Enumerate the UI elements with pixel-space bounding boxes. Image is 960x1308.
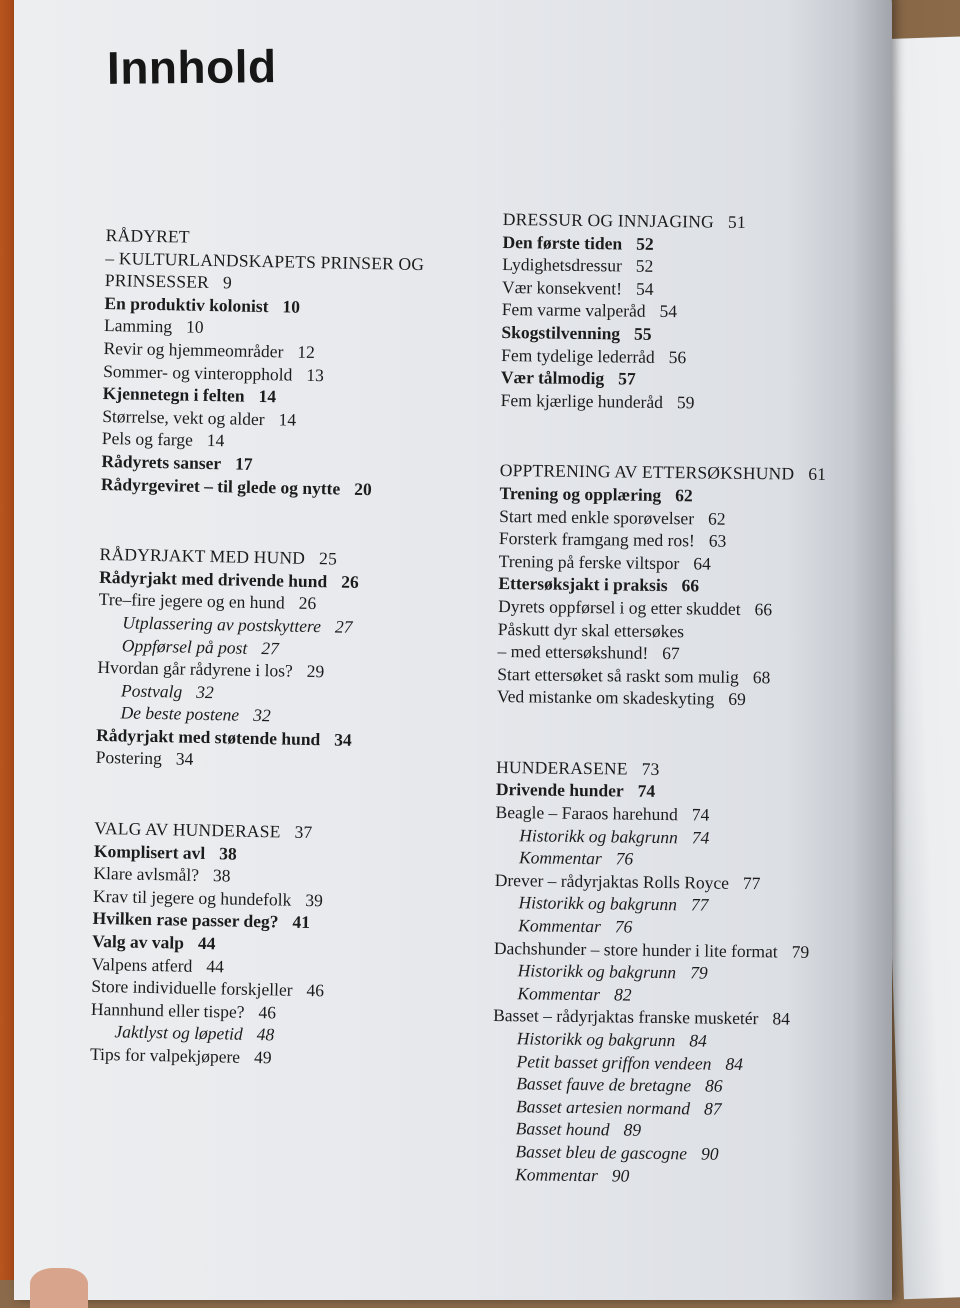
- toc-entry-title: Beagle – Faraos harehund: [495, 802, 678, 825]
- toc-entry-title: Vær tålmodig: [500, 367, 605, 389]
- toc-entry-title: Størrelse, vekt og alder: [102, 405, 265, 429]
- toc-entry-title: Lamming: [103, 315, 173, 337]
- thumb: [30, 1268, 88, 1308]
- toc-page-number: 52: [636, 233, 654, 254]
- toc-entry-title: Drever – rådyrjaktas Rolls Royce: [494, 869, 730, 893]
- toc-page-number: 38: [219, 842, 237, 864]
- toc-entry-title: Vær konsekvent!: [501, 276, 623, 299]
- toc-page-number: 74: [637, 781, 656, 802]
- toc-entry-title: Valg av valp: [92, 930, 185, 953]
- toc-page-number: 37: [294, 821, 313, 843]
- toc-entry-title: Forsterk framgang med ros!: [498, 528, 695, 551]
- toc-page-number: 67: [662, 643, 680, 664]
- toc-page-number: 76: [615, 848, 634, 869]
- toc-entry-title: Dachshunder – store hunder i lite format: [493, 937, 778, 962]
- toc-page-number: 27: [334, 616, 353, 637]
- toc-page-number: 84: [689, 1030, 707, 1051]
- toc-page-number: 79: [791, 941, 810, 962]
- toc-page-number: 39: [305, 889, 324, 911]
- toc-page-number: 34: [334, 729, 352, 750]
- toc-entry-title: DRESSUR OG INNJAGING: [502, 208, 715, 232]
- toc-section: [90, 817, 455, 1072]
- toc-entry-title: Historikk og bakgrunn: [519, 824, 678, 847]
- toc-page-number: 46: [258, 1001, 277, 1023]
- toc-entry-title: Den første tiden: [502, 231, 623, 254]
- toc-page-number: 17: [234, 453, 253, 474]
- toc-entry-title: Pels og farge: [101, 428, 194, 451]
- toc-entry-title: Klare avlsmål?: [93, 863, 200, 886]
- toc-entry-title: Postvalg: [120, 680, 183, 702]
- toc-entry-title: Fem kjærlige hunderåd: [500, 389, 664, 412]
- toc-entry-title: Drivende hunder: [495, 779, 624, 801]
- toc-page-number: 77: [742, 872, 761, 894]
- toc-entry-title: RÅDYRJAKT MED HUND: [99, 544, 306, 569]
- toc-section: [497, 459, 880, 712]
- toc-entry-title: Valpens atferd: [91, 953, 193, 976]
- toc-entry-title: Kommentar: [518, 915, 601, 937]
- toc-entry-title: Dyrets oppførsel i og etter skuddet: [498, 595, 741, 619]
- toc-page-number: 46: [306, 980, 325, 1001]
- toc-page-number: 44: [197, 932, 216, 954]
- toc-page-number: 66: [681, 575, 700, 596]
- toc-page-number: 59: [676, 391, 695, 413]
- toc-entry-title: Rådyrjakt med støtende hund: [96, 724, 321, 750]
- toc-page-number: 13: [306, 364, 325, 385]
- toc-entry-title: Ved mistanke om skadeskyting: [496, 686, 715, 709]
- toc-entry-title: PRINSESSER: [104, 270, 210, 293]
- toc-entry-title: Basset – rådyrjaktas franske musketér: [493, 1005, 759, 1029]
- toc-entry-title: En produktiv kolonist: [104, 292, 269, 316]
- toc-page-number: 89: [623, 1119, 642, 1141]
- toc-page-number: 27: [261, 637, 280, 658]
- toc-entry-title: Sommer- og vinteropphold: [102, 360, 293, 385]
- toc-entry-title: RÅDYRET: [105, 224, 191, 247]
- toc-entry-title: Hvilken rase passer deg?: [92, 908, 279, 932]
- toc-page-number: 49: [253, 1046, 272, 1068]
- toc-entry-title: Jaktlyst og løpetid: [114, 1021, 243, 1045]
- toc-entry-title: Påskutt dyr skal ettersøkes: [497, 618, 685, 641]
- toc-entry-title: Hvordan går rådyrene i los?: [97, 657, 293, 681]
- toc-page-number: 10: [282, 296, 301, 317]
- toc-page-number: 26: [298, 593, 317, 614]
- toc-page-number: 87: [703, 1098, 722, 1119]
- toc-entry: [501, 389, 881, 416]
- toc-page-number: 90: [611, 1164, 630, 1186]
- toc-page-number: 84: [725, 1053, 744, 1074]
- toc-page-number: 56: [668, 346, 687, 367]
- toc-entry-title: – med ettersøkshund!: [497, 641, 649, 663]
- toc-entry-title: VALG AV HUNDERASE: [94, 817, 281, 842]
- toc-page-number: 14: [206, 430, 225, 451]
- toc-page-number: 54: [635, 278, 654, 299]
- toc-entry-title: Historikk og bakgrunn: [517, 960, 677, 983]
- toc-page-number: 54: [659, 301, 678, 322]
- toc-entry: [497, 685, 877, 712]
- toc-page-number: 48: [256, 1024, 275, 1045]
- toc-page-number: 68: [752, 666, 771, 687]
- toc-entry-title: Kjennetegn i felten: [102, 383, 245, 406]
- toc-entry-title: Historikk og bakgrunn: [518, 892, 678, 915]
- toc-page-number: 51: [727, 211, 746, 232]
- toc-page-number: 10: [185, 316, 204, 338]
- toc-page-number: 26: [341, 571, 359, 592]
- toc-page-number: 14: [278, 409, 297, 430]
- toc-entry-title: Utplassering av postskyttere: [122, 612, 322, 637]
- toc-entry-title: Store individuelle forskjeller: [91, 976, 293, 1000]
- toc-section: [101, 224, 466, 502]
- toc-page-number: 64: [693, 553, 711, 574]
- toc-page-number: 74: [691, 827, 710, 848]
- toc-page-number: 74: [691, 804, 710, 825]
- toc-entry-title: Komplisert avl: [93, 840, 206, 863]
- toc-page-number: 77: [690, 894, 709, 915]
- toc-page-number: 34: [175, 748, 194, 770]
- toc-entry-title: Rådyrets sanser: [101, 450, 222, 474]
- toc-entry-title: Postering: [95, 747, 163, 769]
- toc-page-number: 84: [772, 1008, 791, 1029]
- toc-section: [96, 543, 460, 776]
- toc-entry-title: Skogstilvenning: [501, 321, 621, 344]
- toc-entry-title: Oppførsel på post: [121, 634, 248, 658]
- toc-entry-title: Tre–fire jegere og en hund: [98, 589, 285, 613]
- toc-left-column: [89, 224, 466, 1120]
- toc-page-number: 14: [258, 386, 277, 407]
- toc-section: [491, 756, 876, 1190]
- toc-page-number: 61: [808, 464, 827, 485]
- toc-page-number: 32: [252, 705, 271, 726]
- toc-page-number: 57: [618, 368, 636, 389]
- toc-page-number: 20: [354, 478, 372, 499]
- toc-page-number: 25: [318, 548, 338, 569]
- toc-right-column: [490, 208, 882, 1238]
- toc-entry-title: Petit basset griffon vendeen: [516, 1050, 712, 1074]
- toc-entry: [491, 1162, 871, 1189]
- toc-page-number: 41: [292, 912, 311, 933]
- toc-entry-title: Kommentar: [518, 847, 602, 869]
- toc-entry-title: Basset bleu de gascogne: [515, 1141, 688, 1164]
- toc-entry-title: Basset fauve de bretagne: [516, 1073, 692, 1096]
- toc-entry-title: Historikk og bakgrunn: [516, 1028, 676, 1051]
- toc-entry-title: Kommentar: [515, 1163, 598, 1185]
- toc-page-number: 69: [728, 689, 746, 710]
- toc-entry-title: – KULTURLANDSKAPETS PRINSER OG: [105, 247, 425, 274]
- toc-entry-title: Tips for valpekjøpere: [89, 1043, 241, 1067]
- toc-entry-title: Hannhund eller tispe?: [90, 998, 245, 1022]
- toc-entry-title: Start ettersøket så raskt som mulig: [497, 663, 739, 687]
- toc-entry-title: Basset artesien normand: [515, 1096, 691, 1119]
- toc-entry-title: Fem varme valperåd: [501, 299, 646, 322]
- toc-page-number: 55: [634, 323, 652, 344]
- toc-entry-title: Lydighetsdressur: [502, 254, 623, 276]
- toc-page-number: 12: [297, 341, 316, 363]
- toc-entry-title: Fem tydelige lederråd: [501, 344, 655, 367]
- toc-page-number: 73: [641, 758, 660, 779]
- toc-entry-title: Rådyrjakt med drivende hund: [99, 566, 328, 592]
- toc-page-number: 52: [635, 255, 654, 277]
- toc-page-number: 38: [212, 865, 231, 886]
- toc-entry-title: Trening på ferske viltspor: [498, 550, 680, 573]
- page-title: Innhold: [106, 40, 277, 94]
- toc-entry-title: Trening og opplæring: [499, 482, 662, 505]
- toc-entry-title: Revir og hjemmeområder: [103, 337, 284, 362]
- toc-entry-title: De beste postene: [120, 702, 240, 725]
- toc-entry-title: Ettersøksjakt i praksis: [498, 573, 668, 596]
- toc-entry-title: Start med enkle sporøvelser: [499, 505, 695, 528]
- toc-entry-title: Rådyrgeviret – til glede og nytte: [100, 473, 341, 499]
- toc-page-number: 62: [675, 485, 693, 506]
- toc-entry-title: Basset hound: [515, 1118, 610, 1140]
- toc-page-number: 76: [614, 916, 633, 937]
- toc-page-number: 63: [708, 530, 727, 551]
- toc-page-number: 9: [222, 272, 233, 293]
- toc-entry-title: HUNDERASENE: [496, 756, 628, 779]
- toc-page-number: 29: [306, 661, 325, 682]
- toc-page-number: 32: [196, 681, 214, 702]
- toc-page-number: 86: [704, 1075, 723, 1096]
- toc-page-number: 66: [754, 599, 773, 620]
- toc-page-number: 79: [690, 962, 708, 983]
- toc-entry-title: Kommentar: [517, 983, 601, 1005]
- toc-section: [501, 208, 883, 416]
- toc-entry-title: OPPTRENING AV ETTERSØKSHUND: [499, 460, 795, 484]
- toc-page-number: 90: [700, 1143, 719, 1164]
- toc-page-number: 44: [206, 955, 225, 977]
- toc-page-number: 62: [707, 508, 726, 529]
- toc-entry-title: Krav til jegere og hundefolk: [92, 885, 292, 910]
- toc-page-number: 82: [613, 984, 632, 1005]
